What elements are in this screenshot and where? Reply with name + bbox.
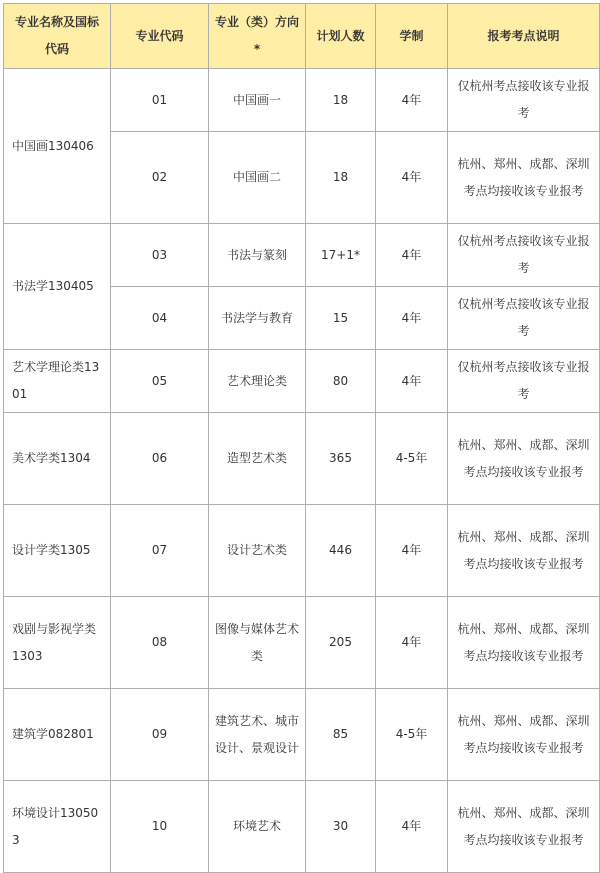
- duration-cell: 4年: [376, 350, 448, 413]
- table-row: [4, 350, 600, 413]
- plan-count-cell: 80: [306, 350, 376, 413]
- table-row: [4, 505, 600, 597]
- major-name-cell: 设计学类1305: [4, 505, 111, 597]
- duration-cell: 4-5年: [376, 413, 448, 505]
- exam-site-note-cell: 仅杭州考点接收该专业报考: [448, 287, 600, 350]
- exam-site-note-cell: 杭州、郑州、成都、深圳考点均接收该专业报考: [448, 413, 600, 505]
- major-code-cell: 04: [111, 287, 209, 350]
- major-code-cell: 09: [111, 689, 209, 781]
- duration-cell: 4年: [376, 597, 448, 689]
- table-row: [4, 69, 600, 132]
- plan-count-cell: 85: [306, 689, 376, 781]
- plan-count-cell: 18: [306, 69, 376, 132]
- plan-count-cell: 365: [306, 413, 376, 505]
- direction-cell: 艺术理论类: [209, 350, 306, 413]
- plan-count-cell: 30: [306, 781, 376, 873]
- header-row: [4, 4, 600, 69]
- header-duration: 学制: [376, 4, 448, 69]
- major-code-cell: 06: [111, 413, 209, 505]
- major-name-cell: 艺术学理论类1301: [4, 350, 111, 413]
- direction-cell: 中国画一: [209, 69, 306, 132]
- major-code-cell: 07: [111, 505, 209, 597]
- table-row: [4, 781, 600, 873]
- plan-count-cell: 17+1*: [306, 224, 376, 287]
- table-row: [4, 597, 600, 689]
- direction-cell: 造型艺术类: [209, 413, 306, 505]
- plan-count-cell: 205: [306, 597, 376, 689]
- duration-cell: 4年: [376, 505, 448, 597]
- admissions-plan-table: [3, 3, 600, 873]
- major-code-cell: 01: [111, 69, 209, 132]
- major-name-cell: 书法学130405: [4, 224, 111, 350]
- header-major-code: 专业代码: [111, 4, 209, 69]
- duration-cell: 4年: [376, 132, 448, 224]
- direction-cell: 中国画二: [209, 132, 306, 224]
- header-direction: 专业（类）方向*: [209, 4, 306, 69]
- exam-site-note-cell: 杭州、郑州、成都、深圳考点均接收该专业报考: [448, 597, 600, 689]
- duration-cell: 4-5年: [376, 689, 448, 781]
- direction-cell: 书法学与教育: [209, 287, 306, 350]
- duration-cell: 4年: [376, 224, 448, 287]
- table-row: [4, 413, 600, 505]
- major-code-cell: 03: [111, 224, 209, 287]
- direction-cell: 建筑艺术、城市设计、景观设计: [209, 689, 306, 781]
- major-code-cell: 10: [111, 781, 209, 873]
- major-code-cell: 02: [111, 132, 209, 224]
- major-name-cell: 建筑学082801: [4, 689, 111, 781]
- exam-site-note-cell: 杭州、郑州、成都、深圳考点均接收该专业报考: [448, 505, 600, 597]
- direction-cell: 书法与篆刻: [209, 224, 306, 287]
- direction-cell: 环境艺术: [209, 781, 306, 873]
- exam-site-note-cell: 杭州、郑州、成都、深圳考点均接收该专业报考: [448, 132, 600, 224]
- exam-site-note-cell: 仅杭州考点接收该专业报考: [448, 69, 600, 132]
- plan-count-cell: 446: [306, 505, 376, 597]
- plan-count-cell: 18: [306, 132, 376, 224]
- table-row: [4, 224, 600, 287]
- major-name-cell: 戏剧与影视学类1303: [4, 597, 111, 689]
- plan-count-cell: 15: [306, 287, 376, 350]
- header-plan-count: 计划人数: [306, 4, 376, 69]
- header-exam-site-note: 报考考点说明: [448, 4, 600, 69]
- major-name-cell: 中国画130406: [4, 69, 111, 224]
- major-name-cell: 环境设计130503: [4, 781, 111, 873]
- major-code-cell: 05: [111, 350, 209, 413]
- duration-cell: 4年: [376, 287, 448, 350]
- duration-cell: 4年: [376, 781, 448, 873]
- exam-site-note-cell: 杭州、郑州、成都、深圳考点均接收该专业报考: [448, 689, 600, 781]
- exam-site-note-cell: 仅杭州考点接收该专业报考: [448, 224, 600, 287]
- direction-cell: 设计艺术类: [209, 505, 306, 597]
- table-row: [4, 689, 600, 781]
- direction-cell: 图像与媒体艺术类: [209, 597, 306, 689]
- header-major-name: 专业名称及国标代码: [4, 4, 111, 69]
- table-body: [4, 69, 600, 873]
- duration-cell: 4年: [376, 69, 448, 132]
- major-code-cell: 08: [111, 597, 209, 689]
- major-name-cell: 美术学类1304: [4, 413, 111, 505]
- exam-site-note-cell: 杭州、郑州、成都、深圳考点均接收该专业报考: [448, 781, 600, 873]
- exam-site-note-cell: 仅杭州考点接收该专业报考: [448, 350, 600, 413]
